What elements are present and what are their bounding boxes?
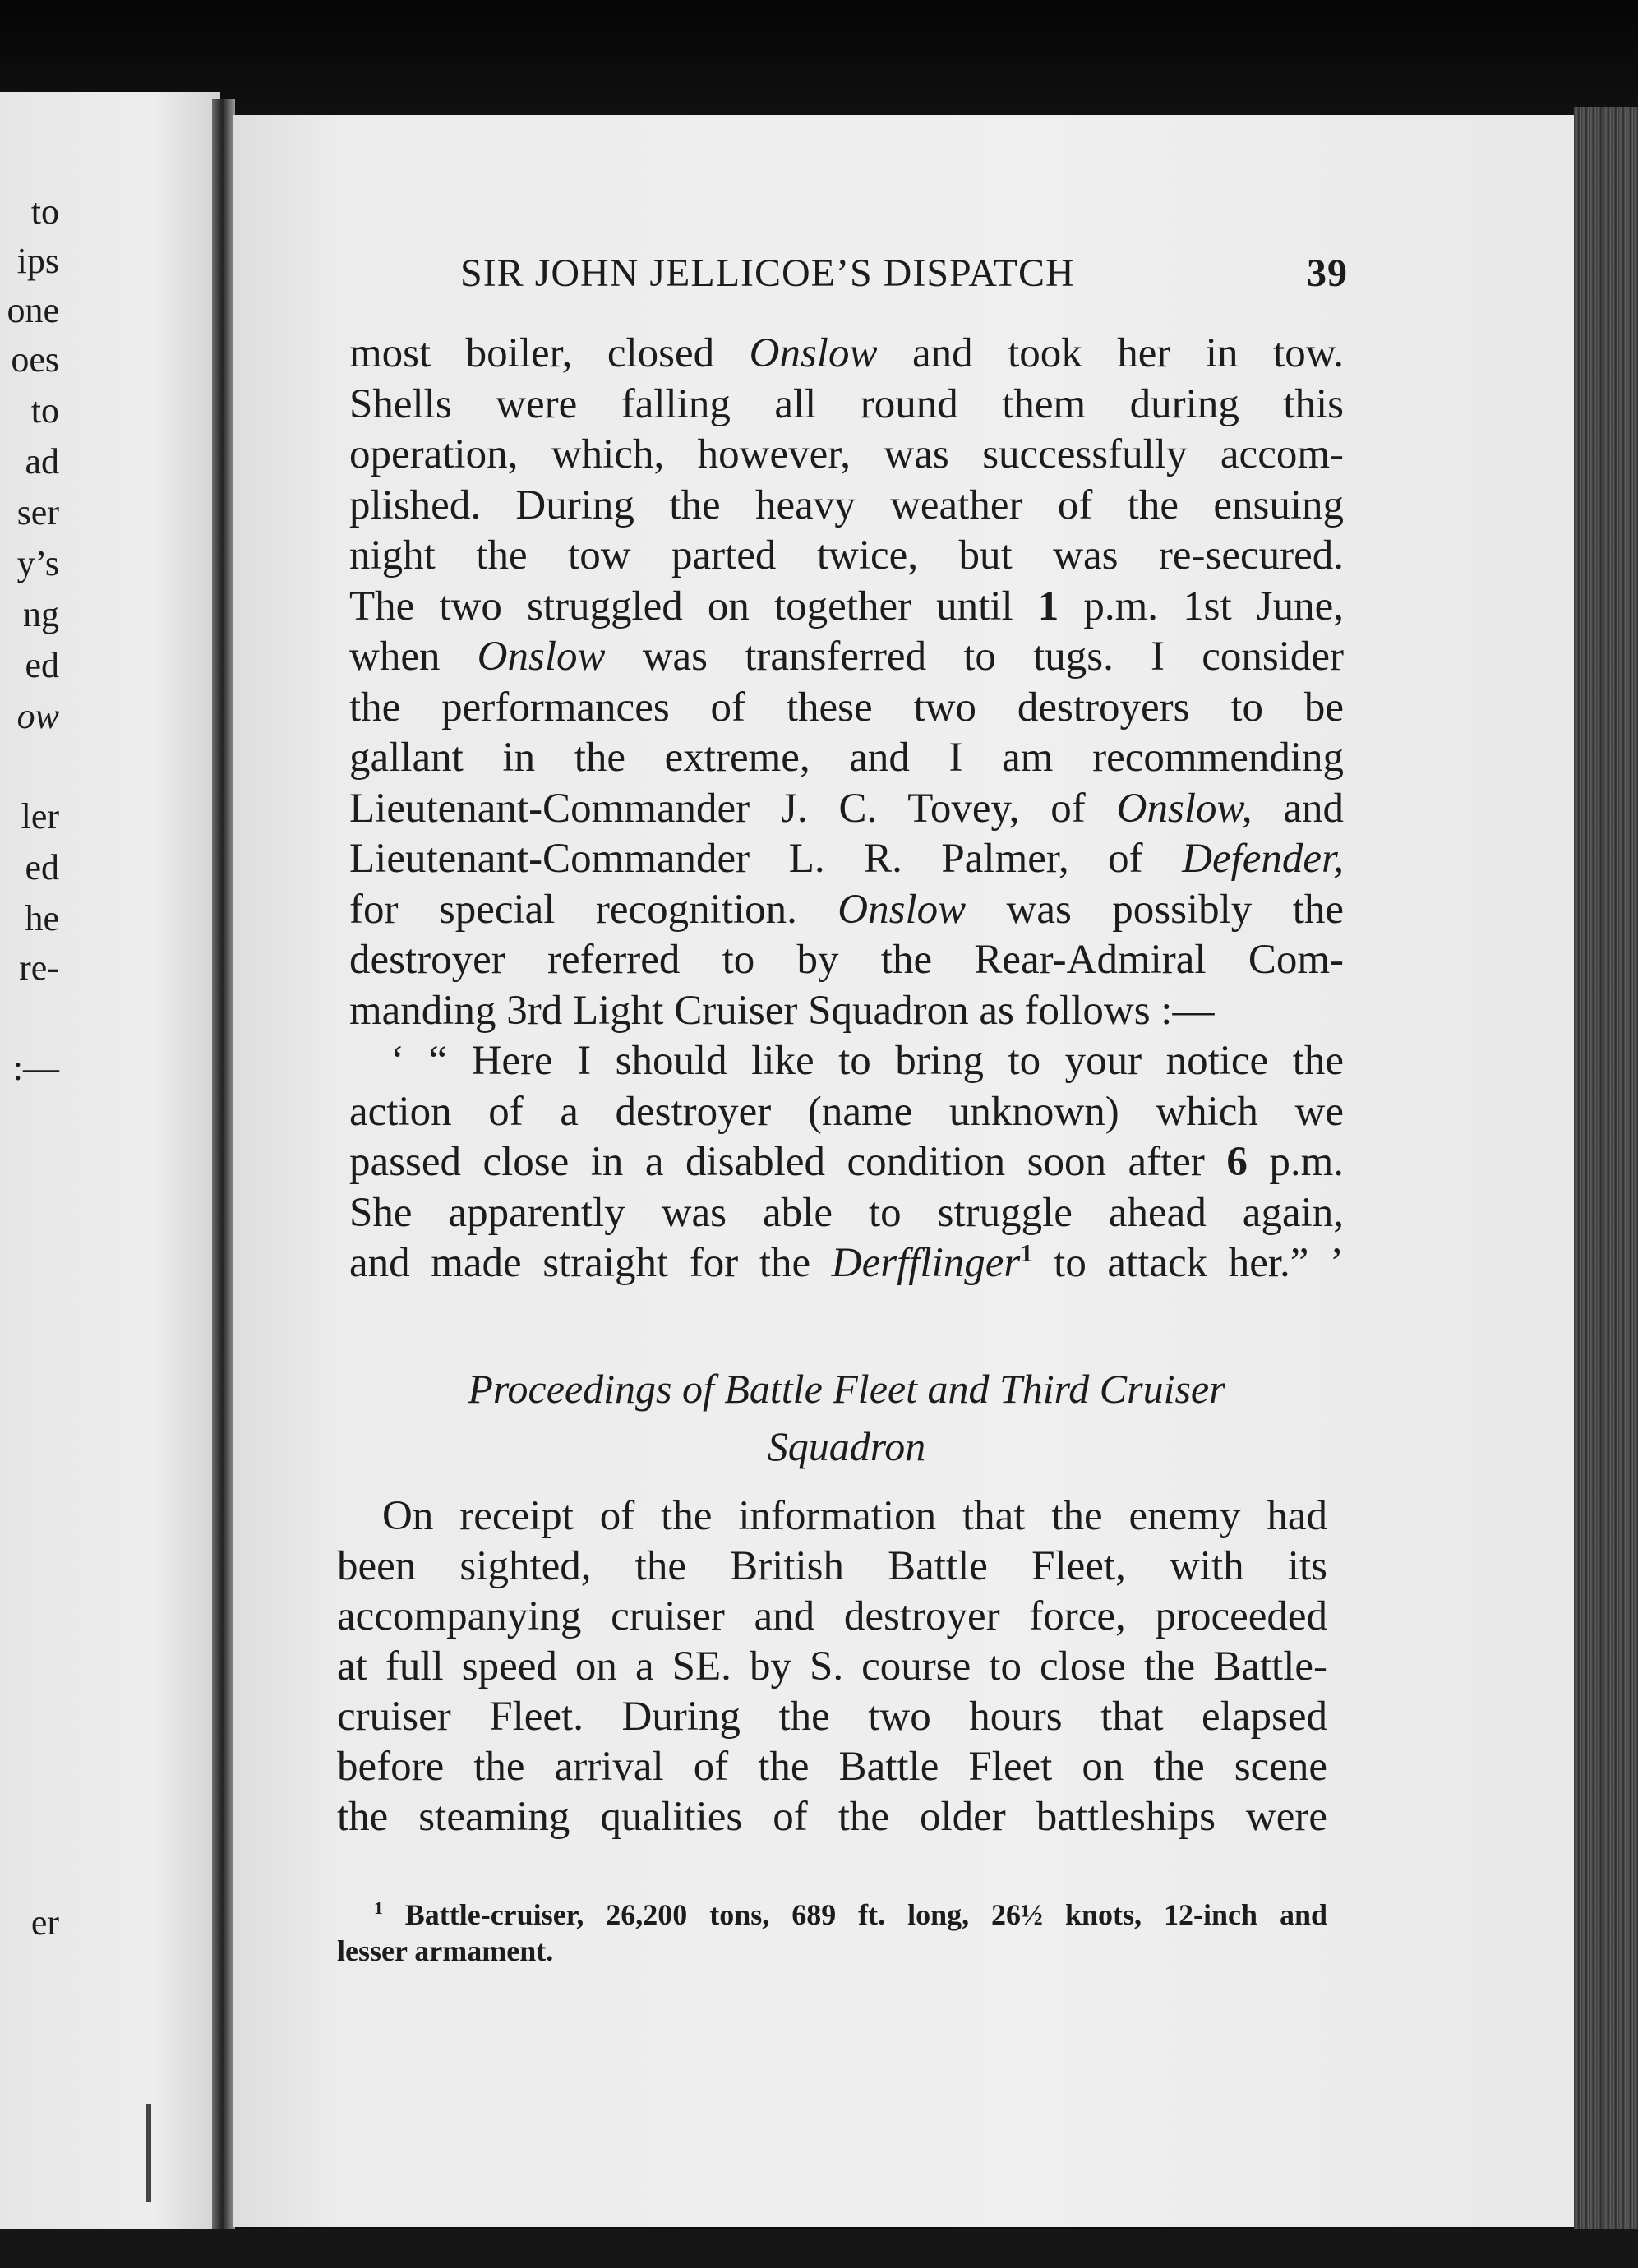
- text-run: The two struggled on together until: [349, 583, 1038, 629]
- ship-name: Derfflinger: [831, 1240, 1021, 1286]
- paragraph-main: [349, 329, 1344, 1289]
- text-run: 6: [1226, 1139, 1248, 1185]
- running-head-title: SIR JOHN JELLICOE’S DISPATCH: [460, 251, 1075, 295]
- left-fragment-text: ips: [16, 241, 59, 281]
- left-fragment-text: er: [30, 1902, 59, 1943]
- section-heading-line: Proceedings of Battle Fleet and Third Cruiser: [468, 1366, 1225, 1412]
- section-heading: [345, 1360, 1348, 1475]
- left-fragment-text: he: [25, 898, 59, 938]
- text-line: the performances of these two destroyers to be: [349, 684, 1344, 731]
- quote-line: [349, 1137, 1344, 1188]
- left-fragment-text: oes: [11, 339, 59, 380]
- ship-name: Onslow: [477, 634, 606, 680]
- ship-name: Onslow,: [1116, 785, 1253, 832]
- scan-background-top: [0, 0, 1638, 123]
- text-line: Shells were falling all round them during this: [349, 380, 1344, 427]
- text-run: Lieutenant-Commander L. R. Palmer, of: [349, 836, 1183, 882]
- left-fragment-text: ow: [16, 696, 59, 736]
- text-run: passed close in a disabled condition soon after: [349, 1139, 1227, 1185]
- left-fragment-text: to: [30, 191, 59, 232]
- text-line: destroyer referred to by the Rear-Admiral Com-: [349, 937, 1344, 983]
- left-fragment-text: ng: [23, 594, 59, 634]
- footnote-marker: 1: [374, 1898, 383, 1918]
- footnote: [337, 1897, 1327, 1969]
- text-run: p.m. 1st June,: [1059, 583, 1344, 629]
- text-run: was transferred to tugs. I consider: [605, 634, 1344, 680]
- text-run: was possibly the: [966, 886, 1345, 933]
- text-line: On receipt of the information that the enemy had: [382, 1493, 1327, 1539]
- text-line: [349, 784, 1344, 835]
- text-run: Lieutenant-Commander J. C. Tovey, of: [349, 785, 1117, 832]
- text-line: the steaming qualities of the older battleships were: [337, 1794, 1327, 1840]
- text-run: Battle-cruiser, 26,200 tons, 689 ft. long, 26½ knots, 12-inch and: [404, 1898, 1328, 1931]
- left-page-fragment: [0, 92, 220, 2229]
- ship-name: Defender,: [1182, 836, 1344, 882]
- text-line: plished. During the heavy weather of the ensuing: [349, 482, 1344, 528]
- quote-line: ‘ “ Here I should like to bring to your notice the: [390, 1038, 1344, 1084]
- ship-name: Onslow: [749, 330, 878, 376]
- quote-line: action of a destroyer (name unknown) which we: [349, 1088, 1344, 1135]
- text-line: accompanying cruiser and destroyer force, proceeded: [337, 1593, 1327, 1639]
- text-line: night the tow parted twice, but was re-secured.: [349, 532, 1344, 579]
- text-line: [349, 885, 1344, 936]
- text-line: [349, 582, 1344, 633]
- left-fragment-text: ed: [25, 847, 59, 887]
- left-fragment-text: ler: [21, 796, 59, 837]
- left-fragment-text: :—: [12, 1048, 59, 1088]
- text-run: and: [1252, 785, 1344, 832]
- text-run: most boiler, closed: [349, 330, 750, 376]
- page-number: 39: [1307, 251, 1348, 295]
- text-line: at full speed on a SE. by S. course to close the Battle-: [337, 1643, 1327, 1689]
- text-run: and made straight for the: [349, 1240, 832, 1286]
- footnote-line: lesser armament.: [337, 1934, 554, 1967]
- text-line: [349, 329, 1344, 380]
- text-run: when: [349, 634, 478, 680]
- text-line: before the arrival of the Battle Fleet on the scene: [337, 1744, 1327, 1790]
- text-run: to attack her.” ’: [1032, 1240, 1345, 1286]
- left-fragment-text: ed: [25, 645, 59, 685]
- left-fragment-text: one: [7, 290, 59, 330]
- text-line: [349, 834, 1344, 885]
- quote-line: She apparently was able to struggle ahead again,: [349, 1189, 1344, 1236]
- footnote-line: [337, 1897, 1327, 1933]
- text-line: operation, which, however, was successfully accom-: [349, 431, 1344, 477]
- quote-line: [349, 1238, 1344, 1289]
- section-heading-line: Squadron: [767, 1423, 926, 1469]
- left-fragment-text: re-: [19, 947, 59, 988]
- footnote-marker: 1: [1020, 1239, 1033, 1267]
- binding-mark: [146, 2104, 151, 2202]
- text-line: manding 3rd Light Cruiser Squadron as follows :—: [349, 987, 1215, 1034]
- text-line: [349, 632, 1344, 683]
- text-line: gallant in the extreme, and I am recommending: [349, 735, 1344, 781]
- text-run: 1: [1037, 583, 1059, 629]
- ship-name: Onslow: [837, 886, 967, 933]
- text-line: cruiser Fleet. During the two hours that elapsed: [337, 1694, 1327, 1740]
- left-fragment-text: ad: [25, 441, 59, 482]
- text-line: been sighted, the British Battle Fleet, with its: [337, 1543, 1327, 1589]
- text-run: and took her in tow.: [877, 330, 1344, 376]
- running-head: [460, 251, 1348, 296]
- text-run: for special recognition.: [349, 886, 838, 933]
- text-run: p.m.: [1247, 1139, 1345, 1185]
- left-fragment-text: ser: [16, 492, 59, 532]
- book-cover-edge: [1574, 107, 1638, 2268]
- scan-background-bottom: [0, 2229, 1638, 2268]
- paragraph-battle-fleet: [337, 1491, 1327, 1842]
- book-gutter: [212, 99, 235, 2235]
- left-fragment-text: y’s: [16, 543, 59, 583]
- left-fragment-text: to: [30, 390, 59, 431]
